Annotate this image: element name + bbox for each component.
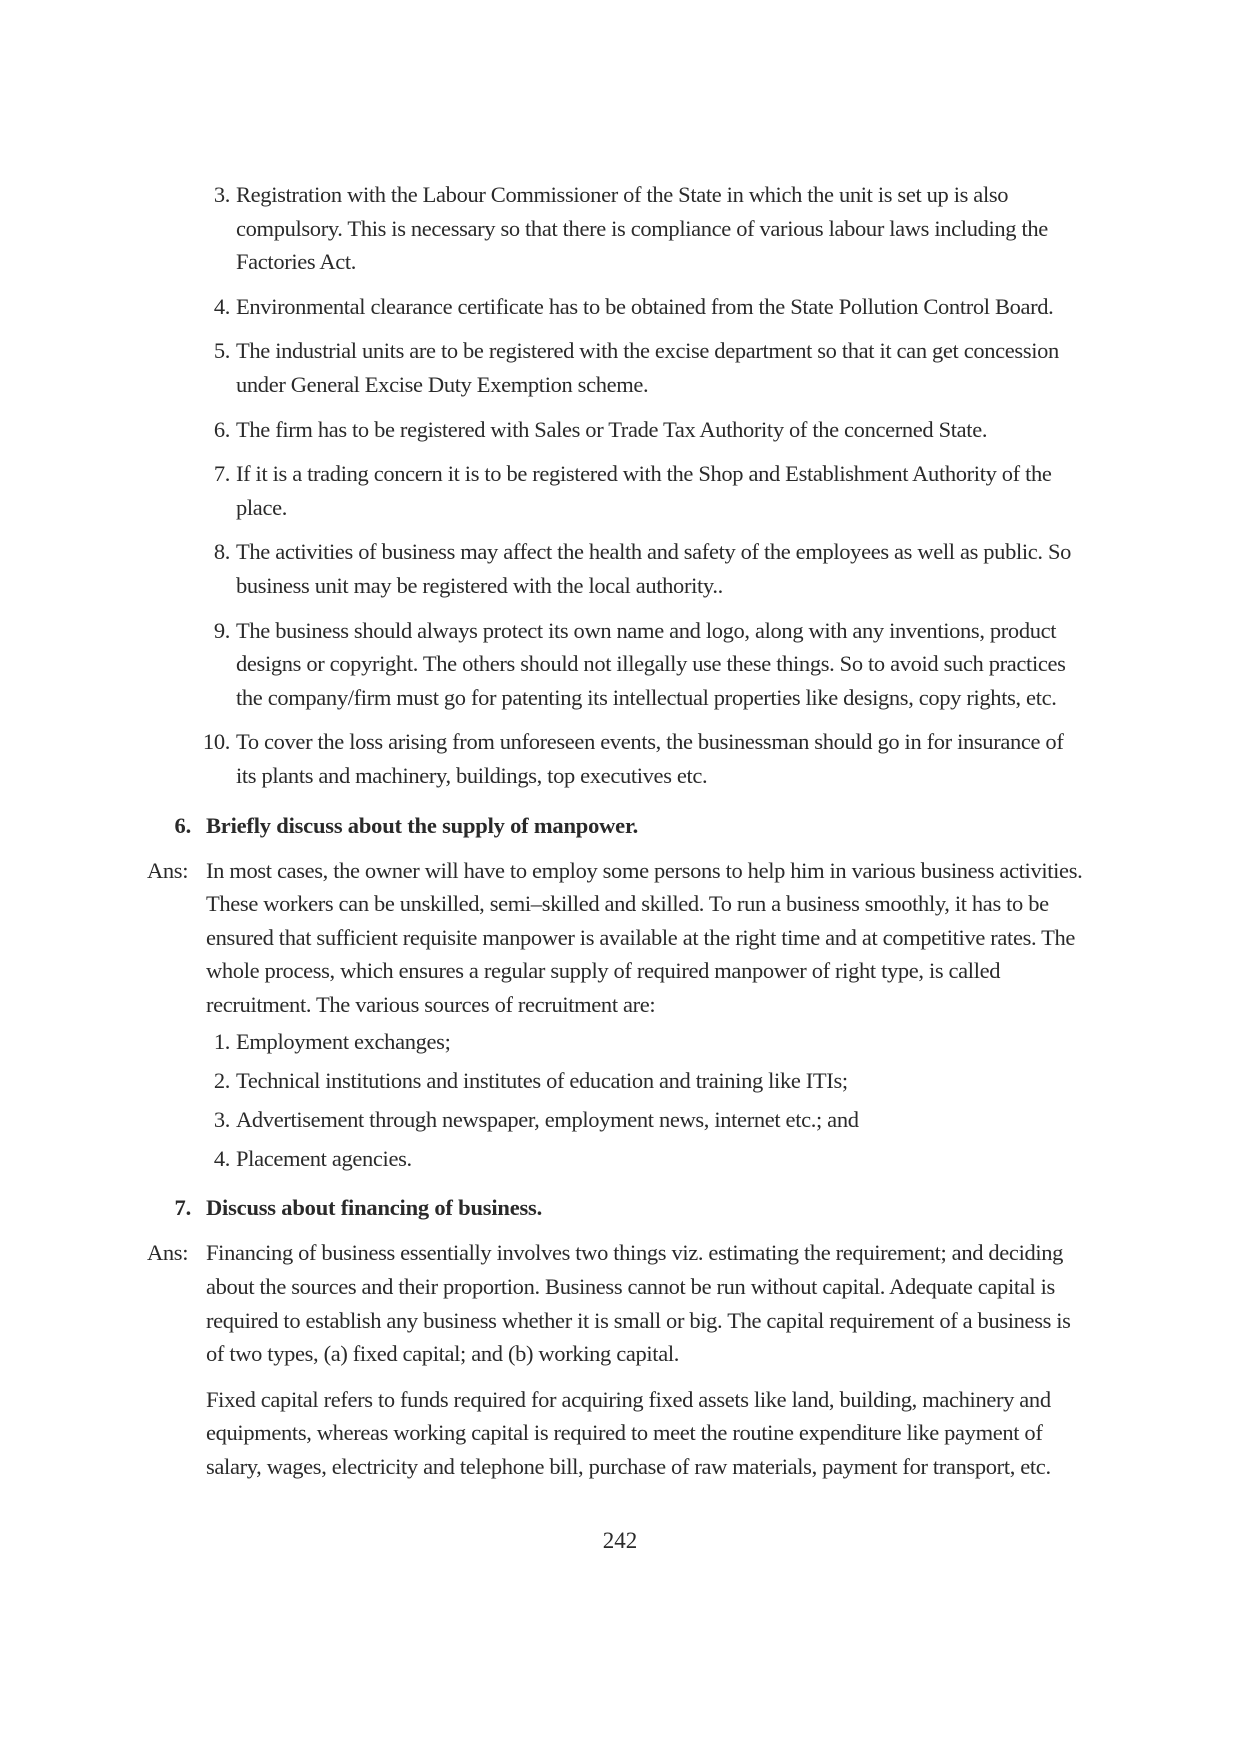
list-item (0, 614, 1085, 715)
list-item-number: 4. (213, 1146, 230, 1172)
answer-paragraph: Fixed capital refers to funds required for acquiring fixed assets like land, building, machinery and equipments, whereas working capital is required to meet the routine expenditure like payment of salary, wages, electricity and telephone bill, purchase of raw materials, payment for transport, etc. (206, 1386, 1051, 1480)
list-item-number: 9. (213, 617, 230, 643)
list-item-text: Placement agencies. (236, 1146, 412, 1172)
page-content (0, 178, 1240, 1484)
list-item (0, 290, 1085, 324)
list-item-text: Registration with the Labour Commissioner of the State in which the unit is set up is also compulsory. This is necessary so that there is compliance of various labour laws including the Factories Act. (236, 182, 1048, 275)
list-item-number: 7. (213, 461, 230, 487)
list-item-number: 3. (213, 182, 230, 207)
answer-block (0, 854, 1085, 1022)
list-item-text: The firm has to be registered with Sales or Trade Tax Authority of the concerned State. (236, 416, 988, 442)
list-item (0, 535, 1085, 602)
recruitment-source-item (0, 1025, 1085, 1058)
answer-text: Financing of business essentially involves two things viz. estimating the requirement; and deciding about the sources and their proportion. Business cannot be run without capital. Adequate capital is required to establish any business whether it is small or big. The capital requirement of a business is of two types, (a) fixed capital; and (b) working capital. (206, 1240, 1071, 1367)
list-item-number: 6. (213, 416, 230, 442)
list-item-text: Advertisement through newspaper, employment news, internet etc.; and (236, 1107, 859, 1133)
question-number: 7. (174, 1195, 191, 1221)
page-number: 242 (602, 1528, 638, 1553)
list-item-text: The business should always protect its own name and logo, along with any inventions, product designs or copyright. The others should not illegally use these things. So to avoid such practices the company/firm must go for patenting its intellectual properties like designs, copy rights, etc. (236, 617, 1066, 710)
list-item-text: Environmental clearance certificate has to be obtained from the State Pollution Control Board. (236, 293, 1054, 319)
list-item (0, 178, 1085, 279)
list-item-number: 4. (213, 293, 230, 319)
recruitment-source-item (0, 1064, 1085, 1097)
question-number: 6. (174, 812, 191, 838)
list-item (0, 334, 1085, 401)
list-item-number: 1. (213, 1029, 230, 1055)
question-heading (0, 809, 1086, 843)
answer-block (0, 1236, 1085, 1370)
answer-text: In most cases, the owner will have to employ some persons to help him in various business activities. These workers can be unskilled, semi–skilled and skilled. To run a business smoothly, it has to be ensured that sufficient requisite manpower is available at the right time and at competitive rates. The whole process, which ensures a regular supply of required manpower of right type, is called recruitment. The various sources of recruitment are: (206, 857, 1083, 1017)
question-text: Discuss about financing of business. (206, 1195, 543, 1221)
question-text: Briefly discuss about the supply of manpower. (206, 812, 639, 838)
list-item-number: 2. (213, 1068, 230, 1094)
list-item (0, 457, 1085, 524)
list-item-text: If it is a trading concern it is to be registered with the Shop and Establishment Authority of the place. (236, 461, 1052, 520)
list-item-text: Employment exchanges; (236, 1029, 451, 1055)
list-item-number: 5. (213, 338, 230, 364)
recruitment-source-item (0, 1142, 1085, 1175)
question-heading (0, 1191, 1086, 1225)
list-item-text: The activities of business may affect the health and safety of the employees as well as public. So business unit may be registered with the local authority.. (236, 539, 1072, 598)
list-item-number: 8. (213, 539, 230, 565)
list-item-text: The industrial units are to be registered with the excise department so that it can get concession under General Excise Duty Exemption scheme. (236, 338, 1059, 397)
list-item-number: 3. (213, 1107, 230, 1133)
list-item-text: Technical institutions and institutes of education and training like ITIs; (236, 1068, 848, 1094)
recruitment-source-item (0, 1103, 1085, 1136)
list-item (0, 413, 1085, 447)
list-item (0, 725, 1085, 792)
list-item-text: To cover the loss arising from unforeseen events, the businessman should go in for insurance of its plants and machinery, buildings, top executives etc. (236, 729, 1064, 788)
answer-label: Ans: (147, 857, 189, 883)
list-item-number: 10. (202, 729, 230, 755)
answer-label: Ans: (147, 1240, 189, 1266)
